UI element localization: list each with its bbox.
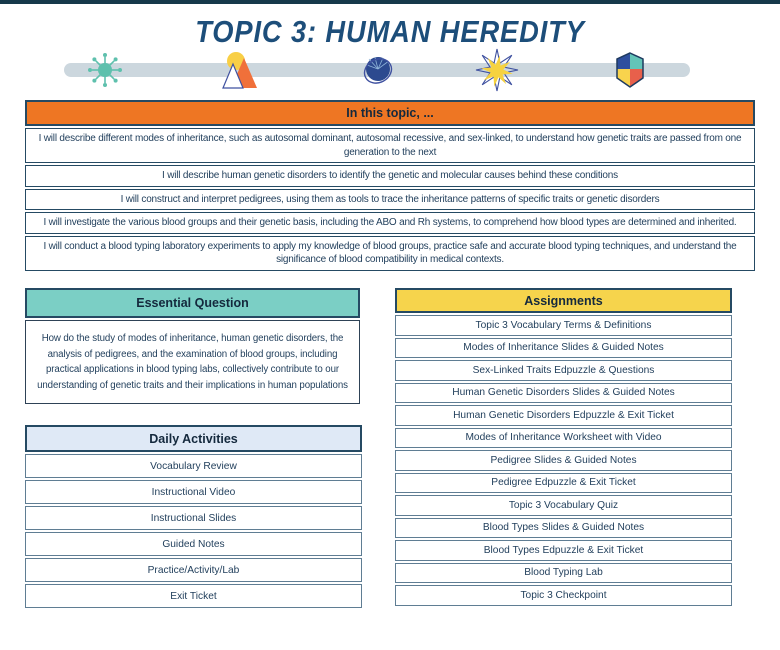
daily-activity-row: Exit Ticket <box>25 584 362 608</box>
topic-goals-header: In this topic, ... <box>25 100 755 126</box>
daily-activities-header: Daily Activities <box>25 425 362 452</box>
topic-goals-list <box>25 128 755 271</box>
assignment-row: Topic 3 Checkpoint <box>395 585 732 606</box>
assignment-row: Human Genetic Disorders Edpuzzle & Exit Ticket <box>395 405 732 426</box>
daily-activity-row: Practice/Activity/Lab <box>25 558 362 582</box>
essential-question-text: How do the study of modes of inheritance, human genetic disorders, the analysis of pedigrees, and the examination of blood groups, including practical applications in blood typing labs, collectively contribute to our understanding of genetic traits and their implications in human populations <box>25 320 360 404</box>
daily-activity-row: Instructional Slides <box>25 506 362 530</box>
globe-icon <box>359 51 397 89</box>
essential-question-header: Essential Question <box>25 288 360 318</box>
assignments-section <box>395 288 732 606</box>
assignment-row: Blood Typing Lab <box>395 563 732 584</box>
topic-goal-row: I will investigate the various blood groups and their genetic basis, including the ABO and Rh systems, to comprehend how blood types are determined and inherited. <box>25 212 755 234</box>
topic-goal-row: I will construct and interpret pedigrees, using them as tools to trace the inheritance patterns of specific traits or genetic disorders <box>25 189 755 211</box>
assignment-row: Human Genetic Disorders Slides & Guided Notes <box>395 383 732 404</box>
mountain-icon <box>219 50 261 90</box>
assignments-list <box>395 315 732 606</box>
daily-activities-list <box>25 454 362 608</box>
assignment-row: Topic 3 Vocabulary Terms & Definitions <box>395 315 732 336</box>
assignment-row: Pedigree Slides & Guided Notes <box>395 450 732 471</box>
topic-timeline <box>0 50 780 96</box>
essential-question-section <box>25 288 360 404</box>
daily-activity-row: Vocabulary Review <box>25 454 362 478</box>
daily-activity-row: Guided Notes <box>25 532 362 556</box>
page-top-edge <box>0 0 780 4</box>
topic-goal-row: I will conduct a blood typing laboratory experiments to apply my knowledge of blood groups, practice safe and accurate blood typing techniques, and understand the significance of blood compatibility in medical contexts. <box>25 236 755 271</box>
assignment-row: Modes of Inheritance Worksheet with Video <box>395 428 732 449</box>
topic-goal-row: I will describe human genetic disorders to identify the genetic and molecular causes behind these conditions <box>25 165 755 187</box>
star-icon <box>474 47 520 93</box>
topic-goal-row: I will describe different modes of inheritance, such as autosomal dominant, autosomal recessive, and sex-linked, to understand how genetic traits are passed from one generation to the next <box>25 128 755 163</box>
daily-activity-row: Instructional Video <box>25 480 362 504</box>
daily-activities-section <box>25 425 362 608</box>
assignment-row: Topic 3 Vocabulary Quiz <box>395 495 732 516</box>
assignment-row: Blood Types Edpuzzle & Exit Ticket <box>395 540 732 561</box>
assignment-row: Sex-Linked Traits Edpuzzle & Questions <box>395 360 732 381</box>
page-title: TOPIC 3: HUMAN HEREDITY <box>195 14 585 49</box>
assignment-row: Modes of Inheritance Slides & Guided Notes <box>395 338 732 359</box>
assignment-row: Blood Types Slides & Guided Notes <box>395 518 732 539</box>
virus-icon <box>87 52 123 88</box>
assignments-header: Assignments <box>395 288 732 313</box>
cube-icon <box>614 52 646 88</box>
topic-goals-section <box>25 100 755 271</box>
assignment-row: Pedigree Edpuzzle & Exit Ticket <box>395 473 732 494</box>
